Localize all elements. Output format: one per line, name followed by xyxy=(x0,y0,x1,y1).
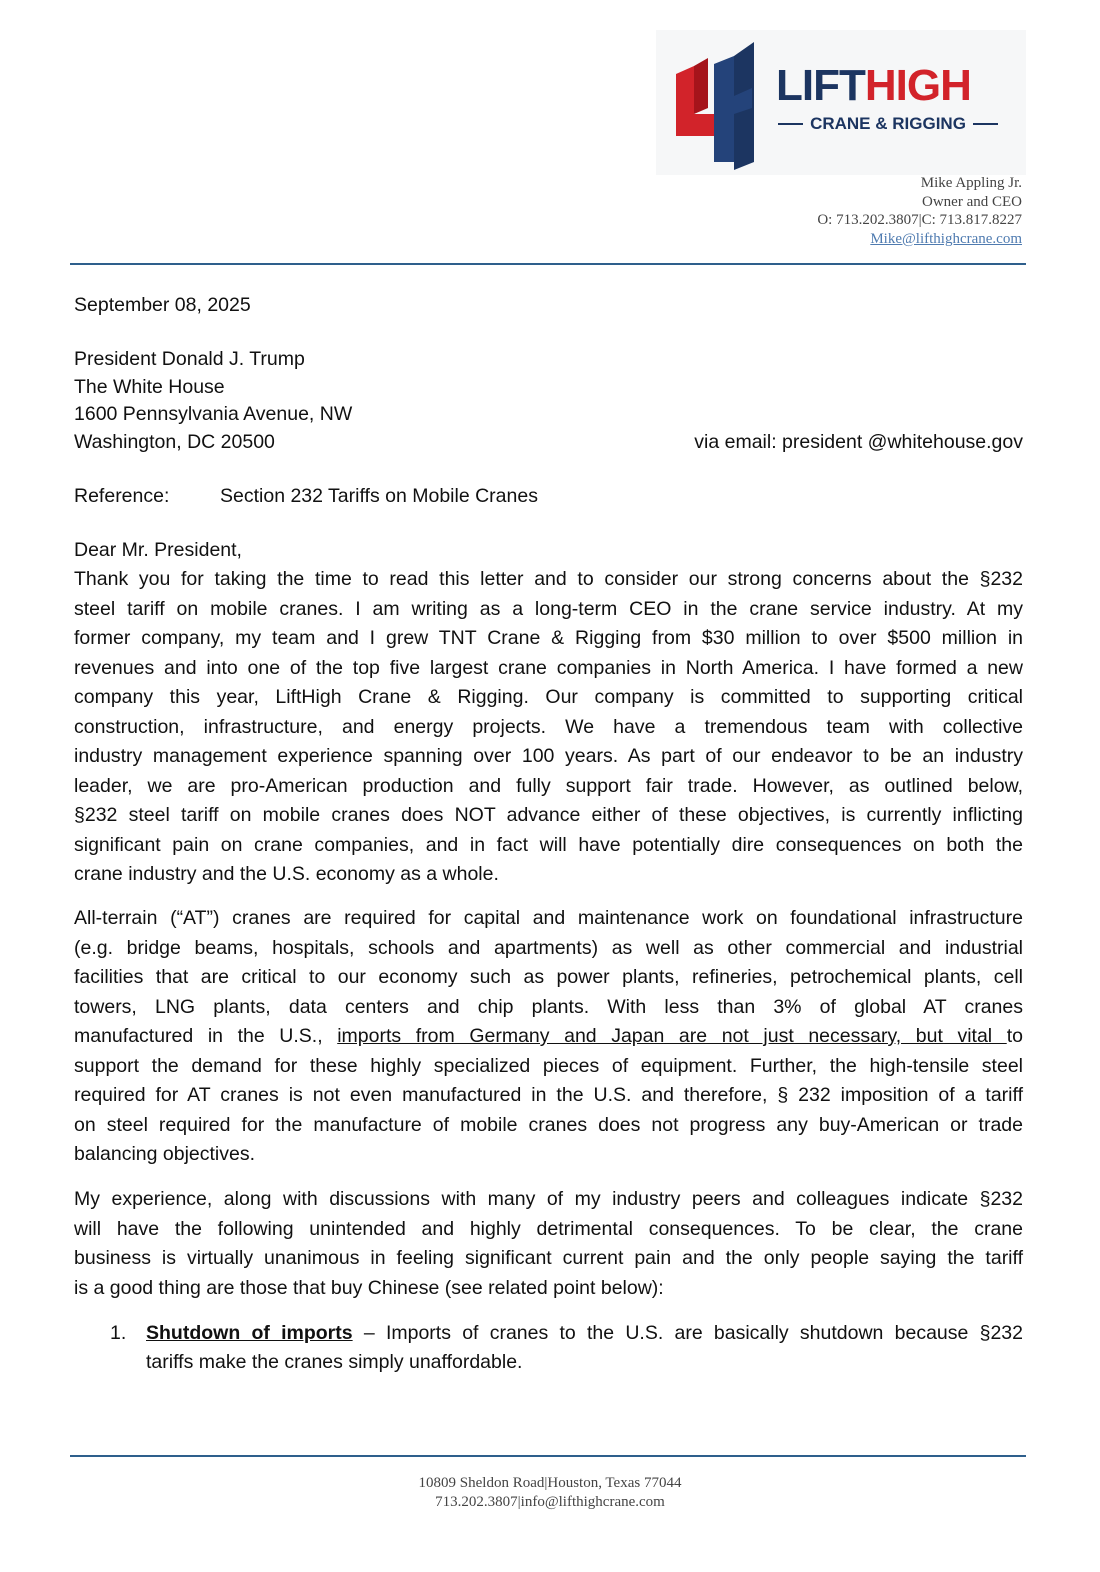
paragraph-line: on steel required for the manufacture of mobile cranes does not progress any buy-American or trade xyxy=(74,1113,1023,1136)
via-email: via email: president @whitehouse.gov xyxy=(694,430,1023,453)
recipient-address xyxy=(74,346,1023,456)
paragraph-line: steel tariff on mobile cranes. I am writing as a long-term CEO in the crane service industry. At my xyxy=(74,597,1023,620)
sender-phones: O: 713.202.3807|C: 713.817.8227 xyxy=(817,212,1022,228)
recipient-line: Washington, DC 20500 xyxy=(74,430,275,453)
footer-contact: 713.202.3807|info@lifthighcrane.com xyxy=(435,1493,665,1510)
paragraph-line: industry management experience spanning over 100 years. As part of our endeavor to be an industry xyxy=(74,745,1023,767)
recipient-line: 1600 Pennsylvania Avenue, NW xyxy=(74,403,353,425)
paragraph-line: (e.g. bridge beams, hospitals, schools and apartments) as well as other commercial and industrial xyxy=(74,936,1023,959)
list-heading: Shutdown of imports xyxy=(146,1322,353,1344)
list-line: Shutdown of imports – Imports of cranes to the U.S. are basically shutdown because §232 xyxy=(146,1322,1023,1344)
letter-date: September 08, 2025 xyxy=(74,294,251,316)
letterhead-footer xyxy=(0,1474,1100,1511)
reference-label: Reference: xyxy=(74,485,170,507)
sender-email-link[interactable]: Mike@lifthighcrane.com xyxy=(870,230,1022,247)
paragraph-line: crane industry and the U.S. economy as a whole. xyxy=(74,863,499,885)
underlined-emphasis: imports from Germany and Japan are not just necessary, but vital xyxy=(337,1025,1007,1047)
company-logo xyxy=(656,30,1026,175)
paragraph-line: revenues and into one of the top five largest crane companies in North America. I have formed a new xyxy=(74,656,1023,679)
paragraph-line: §232 steel tariff on mobile cranes does NOT advance either of these objectives, is currently inflicting xyxy=(74,804,1023,826)
paragraph-line: business is virtually unanimous in feeling significant current pain and the only people saying the tariff xyxy=(74,1247,1023,1269)
paragraph-line: Thank you for taking the time to read this letter and to consider our strong concerns about the §232 xyxy=(74,568,1023,590)
reference-line xyxy=(74,483,1023,511)
list-line: tariffs make the cranes simply unaffordable. xyxy=(146,1351,523,1373)
sender-name: Mike Appling Jr. xyxy=(920,175,1022,191)
paragraph-line: will have the following unintended and highly detrimental consequences. To be clear, the crane xyxy=(74,1217,1023,1240)
paragraph-3 xyxy=(74,1185,1023,1303)
paragraph-line: towers, LNG plants, data centers and chip plants. With less than 3% of global AT cranes xyxy=(74,995,1023,1018)
paragraph-line: is a good thing are those that buy Chinese (see related point below): xyxy=(74,1276,664,1299)
salutation: Dear Mr. President, xyxy=(74,539,242,561)
paragraph-line: construction, infrastructure, and energy projects. We have a tremendous team with collective xyxy=(74,715,1023,738)
paragraph-2 xyxy=(74,904,1023,1170)
sender-contact-block xyxy=(817,174,1022,248)
header-divider xyxy=(70,263,1026,265)
paragraph-line: former company, my team and I grew TNT Crane & Rigging from $30 million to over $500 million in xyxy=(74,627,1023,649)
paragraph-1 xyxy=(74,565,1023,890)
list-number: 1. xyxy=(110,1322,127,1344)
recipient-line: The White House xyxy=(74,375,225,398)
footer-divider xyxy=(70,1455,1026,1457)
reference-text: Section 232 Tariffs on Mobile Cranes xyxy=(220,485,538,507)
logo-wordmark: LIFTHIGH xyxy=(776,61,971,110)
paragraph-line: support the demand for these highly specialized pieces of equipment. Further, the high-tensile steel xyxy=(74,1054,1023,1077)
paragraph-line: leader, we are pro-American production and fully support fair trade. However, as outlined below, xyxy=(74,774,1023,797)
paragraph-line: manufactured in the U.S., imports from Germany and Japan are not just necessary, but vital to xyxy=(74,1025,1023,1047)
logo-tagline: CRANE & RIGGING xyxy=(778,114,998,134)
recipient-line: President Donald J. Trump xyxy=(74,348,305,370)
paragraph-line: company this year, LiftHigh Crane & Rigging. Our company is committed to supporting critical xyxy=(74,686,1023,708)
paragraph-line: balancing objectives. xyxy=(74,1143,256,1165)
footer-address: 10809 Sheldon Road|Houston, Texas 77044 xyxy=(418,1475,682,1491)
lifthigh-logo-mark-icon xyxy=(674,38,770,170)
sender-title: Owner and CEO xyxy=(922,193,1022,210)
paragraph-line: All-terrain (“AT”) cranes are required for capital and maintenance work on foundational infrastructure xyxy=(74,907,1023,929)
paragraph-line: facilities that are critical to our economy such as power plants, refineries, petrochemical plants, cell xyxy=(74,966,1023,988)
paragraph-line: significant pain on crane companies, and in fact will have potentially dire consequences on both the xyxy=(74,833,1023,856)
paragraph-line: required for AT cranes is not even manufactured in the U.S. and therefore, § 232 imposition of a tariff xyxy=(74,1084,1023,1106)
paragraph-line: My experience, along with discussions with many of my industry peers and colleagues indicate §232 xyxy=(74,1188,1023,1210)
